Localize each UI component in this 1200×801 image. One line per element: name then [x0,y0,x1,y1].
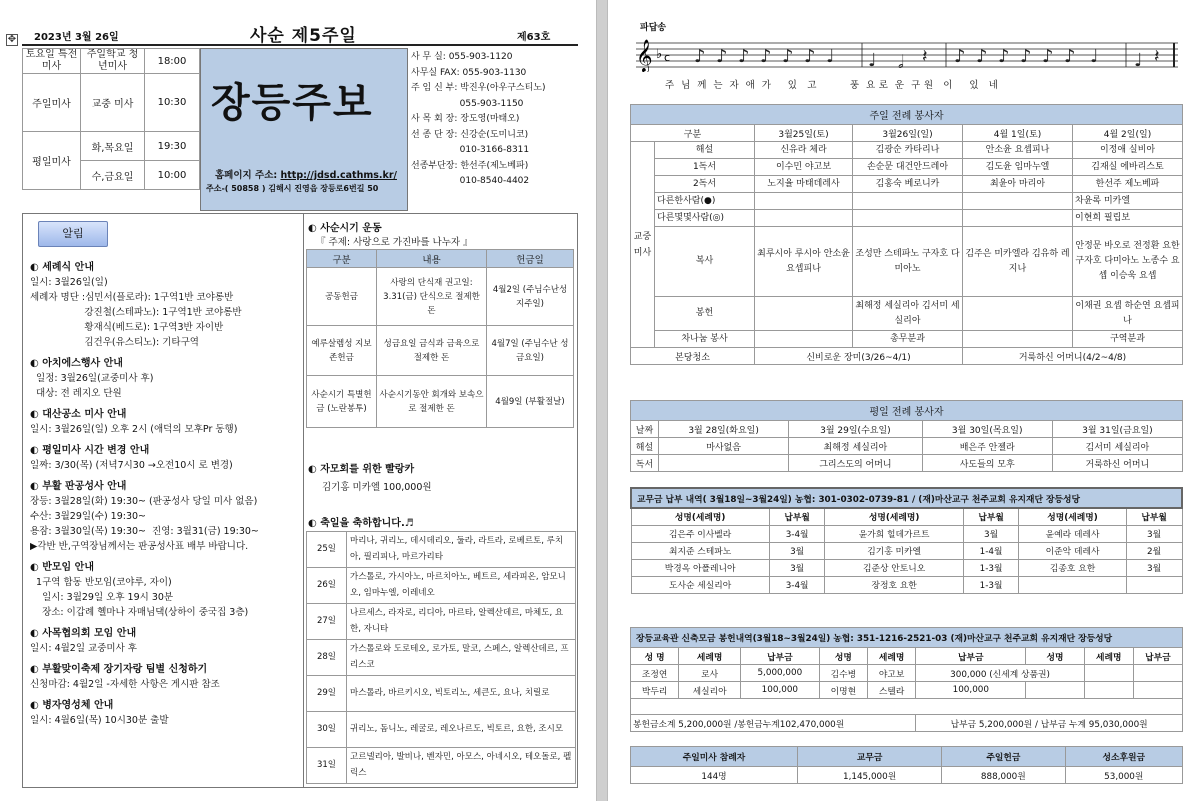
feast-names: 마리나, 귀리노, 데시데리오, 둘라, 라트라, 로베르토, 루치아, 필리피나, 마르가리타 [347,532,576,568]
weekday-servers-title: 평일 전례 봉사자 [631,401,1183,421]
building-cell [1133,665,1182,682]
announcement [30,698,300,728]
dues-cell [1126,576,1182,593]
homepage-link[interactable]: http://jdsd.cathms.kr/ [280,170,397,181]
lent-header: 헌금일 [487,250,574,268]
building-cell: 100,000 [740,682,819,699]
mass-group: 주일학교 청년미사 [81,49,145,74]
feast-date: 26일 [307,568,347,604]
building-header: 세례명 [867,648,915,665]
sunday-cell: 이정애 실비아 [1073,142,1183,159]
sunday-servers-title: 주일 전례 봉사자 [631,105,1183,125]
svg-text:♪: ♪ [954,46,966,67]
mass-group: 수,금요일 [81,161,145,190]
homepage: 홈페이지 주소: http://jdsd.cathms.kr/ [215,170,397,181]
sunday-cell: 최해정 세실리아 김서미 세실리아 [853,297,963,331]
announcement [30,626,300,656]
sunday-header: 4월 2일(일) [1073,125,1183,142]
contact-line: 010-8540-4402 [411,176,530,186]
sunday-cell: 김광순 카타리나 [853,142,963,159]
sunday-cell [755,331,853,348]
announcement-title: ◐ 평일미사 시간 변경 안내 [30,445,150,456]
music-staff [636,38,1178,72]
announcement-line: 세례자 명단 :심민서(플로라): 1구역1반 코야롱반 [30,292,234,303]
mass-name: 평일미사 [23,132,81,190]
totals-header: 주일헌금 [942,747,1065,767]
dues-cell: 이준악 데레사 [1019,542,1126,559]
lent-cell: 예루살렘성 지보존헌금 [307,326,377,376]
announcement-line: 장등: 3월28일(화) 19:30~ (판공성사 당일 미사 없음) [30,496,258,507]
sunday-cell: 김재실 에바리스토 [1073,159,1183,176]
svg-text:♩: ♩ [826,46,835,67]
building-cell: 조정연 [631,665,679,682]
sunday-cell: 노지율 마태데레사 [755,176,853,193]
totals-header: 성소후원금 [1065,747,1182,767]
building-header: 성명 [819,648,867,665]
announcement-title: ◐ 아치에스행사 안내 [30,358,123,369]
dues-cell: 3월 [1126,559,1182,576]
lent-cell: 성금요일 금식과 금육으로 절제한 돈 [377,326,487,376]
building-title: 장등교육관 신축모금 봉헌내역(3월18~3월24일) 농협: 351-1216-2521-03 (재)마산교구 천주교회 유지재단 장등성당 [631,628,1183,648]
weekday-header: 3월 29일(수요일) [789,421,922,438]
weekday-cell: 마사없음 [659,438,789,455]
sunday-cell: 김도윤 임마누엘 [963,159,1073,176]
announcement [30,443,300,473]
announcement-line: 일시: 3월29일 오후 19시 30분 [30,592,174,603]
dues-cell: 1-4월 [963,542,1019,559]
mass-name: 주일미사 [23,74,81,132]
sunday-cell [963,193,1073,210]
building-cell: 이명현 [819,682,867,699]
sunday-cell: 김홍숙 베로니카 [853,176,963,193]
svg-text:♪: ♪ [1020,46,1032,67]
svg-text:♪: ♪ [1064,46,1076,67]
svg-text:𝄽: 𝄽 [922,46,928,67]
contact-line: 사 무 실: 055-903-1120 [411,52,513,62]
page-title: 사순 제5주일 [250,26,357,46]
time-signature: c [664,51,671,64]
sunday-cell: 안소윤 요셉피나 [963,142,1073,159]
sunday-cell: 손순문 대건안드레아 [853,159,963,176]
dues-header: 성명(세례명) [1019,508,1126,525]
sunday-cell: 이수민 야고보 [755,159,853,176]
dues-cell: 최지준 스테파노 [631,542,769,559]
sunday-cell: 조성만 스테파노 구자호 다미아노 [853,227,963,297]
building-cell [1084,665,1133,682]
bulletin-date: 2023년 3월 26일 [34,32,119,43]
lent-header: 구분 [307,250,377,268]
building-header: 납부금 [1133,648,1182,665]
notes [694,46,1160,72]
sunday-row [631,159,1183,176]
totals-header: 주일미사 참례자 [631,747,798,767]
mass-group: 교중 미사 [81,74,145,132]
announcement-title: ◐ 대산공소 미사 안내 [30,409,127,420]
sunday-side-label: 교중미사 [631,142,655,348]
lent-cell: 4월9일 (부활절날) [487,376,574,428]
building-empty-row [631,699,1183,715]
sunday-cell [755,210,853,227]
announcement-line: 일짜: 3/30(목) (저녁7시30 →오전10시 로 변경) [30,460,233,471]
weekday-cell: 배은주 안젤라 [922,438,1052,455]
building-header: 납부금 [916,648,1026,665]
announcement-line: 일시: 4월2일 교중미사 후 [30,643,137,654]
building-header: 세례명 [679,648,741,665]
feast-names: 귀리노, 돔니노, 레굴로, 레오나르도, 빅토르, 요한, 조시모 [347,712,576,748]
feast-row [307,676,576,712]
dues-cell: 3-4월 [769,525,825,542]
church-address: 주소-( 50858 ) 김해시 진영읍 장등로6번길 50 [206,184,379,193]
lent-cell: 4월2일 (주님수난성지주일) [487,268,574,326]
feast-date: 29일 [307,676,347,712]
building-fund-table [630,627,1183,732]
announcement-line: 일정: 3월26일(교중미사 후) [30,373,154,384]
dues-cell: 3월 [963,525,1019,542]
sunday-role: 본당청소 [631,348,755,365]
announcement-line: 수산: 3월29일(수) 19:30~ [30,511,147,522]
dues-cell: 1-3월 [963,576,1019,593]
contact-line: 사무실 FAX: 055-903-1130 [411,67,527,78]
building-summary: 봉헌금소계 5,200,000원 /봉헌금누계102,470,000원 [631,715,916,732]
sunday-cell: 김주은 미카엘라 김유하 레지나 [963,227,1073,297]
sunday-row [631,348,1183,365]
totals-value: 888,000원 [942,767,1065,784]
sunday-cell: 한선주 제노베파 [1073,176,1183,193]
svg-text:♪: ♪ [804,46,816,67]
announcement-title: ◐ 세례식 안내 [30,262,94,273]
dues-cell: 윤가희 힐데가르트 [825,525,963,542]
weekday-cell: 최해정 세실리아 [789,438,922,455]
contact-line: 선 종 단 장: 신강순(도미니코) [411,129,529,140]
building-summary: 납부금 5,200,000원 / 납부금 누계 95,030,000원 [916,715,1183,732]
contact-line: 주 임 신 부: 박진우(아우구스티노) [411,83,546,93]
dues-cell: 윤예라 데레사 [1019,525,1126,542]
building-header: 성 명 [631,648,679,665]
lent-theme: 『 주제: 사랑으로 가진바를 나누자 』 [316,237,473,248]
totals-header: 교무금 [798,747,942,767]
lent-cell: 4월7일 (주님수난 성금요일) [487,326,574,376]
sunday-role: 봉헌 [655,297,755,331]
announcement [30,479,300,554]
totals-value: 1,145,000원 [798,767,942,784]
dues-cell: 2월 [1126,542,1182,559]
feast-row [307,640,576,676]
svg-text:♪: ♪ [716,46,728,67]
building-cell: 김수병 [819,665,867,682]
mass-group: 화,목요일 [81,132,145,161]
lent-header: 내용 [377,250,487,268]
sunday-cell: 신유라 체라 [755,142,853,159]
announcement-line: 일시: 3월26일(일) 오후 2시 (애덕의 모후Pr 동행) [30,424,238,435]
weekday-cell: 사도들의 모후 [922,455,1052,472]
move-handle-icon[interactable]: ✥ [7,34,17,45]
building-header: 납부금 [740,648,819,665]
sunday-cell: 차윤록 미카엘 [1073,193,1183,210]
svg-text:𝄽: 𝄽 [1154,46,1160,67]
feast-date: 25일 [307,532,347,568]
building-cell: 로사 [679,665,741,682]
dues-cell [1019,576,1126,593]
contact-list [411,50,581,190]
feast-date: 30일 [307,712,347,748]
dues-title: 교무금 납부 내역( 3월18일~3월24일) 농협: 301-0302-0739-81 / (재)마산교구 천주교회 유지재단 장등성당 [631,488,1182,508]
feast-names: 가스톨로, 가시아노, 마르치아노, 베트르, 세라피온, 암모니오, 임마누엘, 이레네오 [347,568,576,604]
weekday-header: 3월 31일(금요일) [1052,421,1182,438]
announcement-title: ◐ 사목협의회 모임 안내 [30,628,137,639]
announcement [30,356,300,401]
dues-cell: 3월 [1126,525,1182,542]
announcements [30,260,300,734]
announcement-line: 일시: 3월26일(일) [30,277,108,288]
sunday-row [631,331,1183,348]
dues-cell: 김은주 이사벨라 [631,525,769,542]
dues-cell: 3-4월 [769,576,825,593]
announcement-title: ◐ 부활 판공성사 안내 [30,481,127,492]
notice-button[interactable]: 알림 [38,221,108,247]
announcement [30,407,300,437]
weekday-servers-table [630,400,1183,472]
announcement-title: ◐ 반모임 안내 [30,562,94,573]
building-cell: 100,000 [916,682,1026,699]
dues-header: 납부월 [769,508,825,525]
sunday-row [631,193,1183,210]
svg-text:♪: ♪ [738,46,750,67]
dues-cell: 김기홍 미카엘 [825,542,963,559]
dues-row [631,542,1182,559]
bulletin-name: 장등주보 [211,80,374,126]
sunday-cell: 최루시아 루시아 안소윤 요셉피나 [755,227,853,297]
announcement-line: 장소: 이갑례 헬마나 자매님댁(상하이 중국집 3층) [30,607,249,618]
sunday-cell: 구역분과 [1073,331,1183,348]
header-divider [22,44,578,46]
weekday-cell: 거룩하신 어머니 [1052,455,1182,472]
flat-icon: ♭ [656,47,663,62]
brand-box [200,48,408,211]
sunday-cell: 이현희 필립보 [1073,210,1183,227]
dues-row [631,525,1182,542]
weekday-row [631,455,1183,472]
mass-time: 18:00 [145,49,200,74]
weekday-cell: 김서미 세실리아 [1052,438,1182,455]
sunday-role: 2독서 [655,176,755,193]
sunday-role: 차나눔 봉사 [655,331,755,348]
dues-row [631,559,1182,576]
feast-date: 28일 [307,640,347,676]
dues-header: 성명(세례명) [825,508,963,525]
building-cell: 300,000 (신세계 상품권) [916,665,1085,682]
svg-text:♩: ♩ [1090,46,1099,67]
sunday-cell [963,297,1073,331]
sunday-header: 3월26일(일) [853,125,963,142]
sunday-row [631,210,1183,227]
sunday-row [631,227,1183,297]
building-header: 성명 [1026,648,1084,665]
dues-row [631,576,1182,593]
building-header: 세례명 [1084,648,1133,665]
sunday-row [631,297,1183,331]
treble-clef-icon: 𝄞 [636,39,653,72]
mother-title: ◐ 자모회를 위한 빨랑카 [308,464,415,475]
feast-names: 고르넬리아, 발비나, 벤자민, 아모스, 아네시오, 테오돌로, 펠릭스 [347,748,576,784]
sunday-header: 4월 1일(토) [963,125,1073,142]
weekday-cell: 독서 [631,455,659,472]
sunday-role: 다른한사람(●) [655,193,755,210]
sunday-cell: 총무분과 [853,331,963,348]
feast-names: 마스톨라, 바르키시오, 빅토리노, 세큰도, 요나, 치릴로 [347,676,576,712]
announcement [30,260,300,350]
issue-number: 제63호 [517,32,551,43]
sunday-cell: 거룩하신 어머니(4/2~4/8) [963,348,1183,365]
sunday-row [631,142,1183,159]
building-row [631,682,1183,699]
sunday-cell: 이채권 요셉 하순연 요셉피나 [1073,297,1183,331]
lent-cell: 사랑의 단식재 권고일: 3.31(금) 단식으로 절제한 돈 [377,268,487,326]
sunday-cell: 안정문 바오로 전정환 요한 구자호 다미아노 노종수 요셉 이승욱 요셉 [1073,227,1183,297]
contact-line: 선종부단장: 한선주(제노베파) [411,160,529,171]
feast-title: ◐ 축일을 축하합니다.♬ [308,518,414,529]
hymn-lyrics: 주 님 께 는 자 애 가 있 고 풍 요 로 운 구 원 이 있 네 [665,80,999,91]
svg-text:♪: ♪ [760,46,772,67]
announcement [30,560,300,620]
feast-row [307,748,576,784]
weekday-cell: 해설 [631,438,659,455]
building-cell: 5,000,000 [740,665,819,682]
building-summary-row [631,715,1183,732]
totals-value: 53,000원 [1065,767,1182,784]
feast-row [307,712,576,748]
weekday-cell: 그리스도의 어머니 [789,455,922,472]
feast-names: 나르세스, 라자로, 리디아, 마르타, 알렉산데르, 마체도, 요한, 자니타 [347,604,576,640]
dues-cell: 도사순 세실리아 [631,576,769,593]
sunday-cell [853,193,963,210]
building-cell [1084,682,1133,699]
announcement-line: 강진철(스테파노): 1구역1반 코야롱반 [30,307,242,318]
announcement-line: 황재식(베드로): 1구역3반 자이반 [30,322,224,333]
lent-title: ◐ 사순시기 운동 [308,223,382,234]
sunday-role: 복사 [655,227,755,297]
dues-header: 성명(세례명) [631,508,769,525]
mass-name: 토요일 특전미사 [23,49,81,74]
svg-text:♩: ♩ [868,50,877,71]
mass-time: 10:30 [145,74,200,132]
sunday-header: 3월25일(토) [755,125,853,142]
dues-cell: 3월 [769,559,825,576]
dues-header: 납부월 [1126,508,1182,525]
lent-table [306,249,574,428]
announcement-line: 김건우(유스티노): 기타구역 [30,337,199,348]
feast-date: 27일 [307,604,347,640]
svg-text:♪: ♪ [976,46,988,67]
weekday-row [631,438,1183,455]
dues-table [630,487,1183,594]
page-gutter [596,0,608,801]
totals-value: 144명 [631,767,798,784]
contact-line: 사 목 회 장: 장도영(마태오) [411,114,520,124]
totals-table [630,746,1183,784]
svg-text:♪: ♪ [694,46,706,67]
dues-cell: 장정호 요한 [825,576,963,593]
dues-header: 납부월 [963,508,1019,525]
mother-line: 김기홍 미카엘 100,000원 [322,482,432,493]
sunday-row [631,176,1183,193]
announcement-line: 대상: 전 레지오 단원 [30,388,122,399]
sunday-cell [853,210,963,227]
feast-names: 가스톨로와 도로테오, 로가토, 말코, 스페스, 알렉산데르, 프리스코 [347,640,576,676]
svg-text:♪: ♪ [998,46,1010,67]
svg-text:𝅗𝅥: 𝅗𝅥 [898,52,904,72]
sunday-role: 다른몇몇사람(◎) [655,210,755,227]
dues-cell: 김종호 요한 [1019,559,1126,576]
dues-cell: 3월 [769,542,825,559]
feast-row [307,568,576,604]
building-cell: 박두리 [631,682,679,699]
building-cell: 세실리아 [679,682,741,699]
lent-cell: 공동헌금 [307,268,377,326]
mass-times-table [22,48,200,190]
announcement-title: ◐ 병자영성체 안내 [30,700,114,711]
svg-text:♩: ♩ [1134,50,1143,71]
sunday-cell [755,193,853,210]
sunday-role: 해설 [655,142,755,159]
sunday-servers-table [630,104,1183,365]
feast-table [306,531,576,784]
sunday-cell: 최윤아 마리아 [963,176,1073,193]
contact-line: 055-903-1150 [411,98,524,109]
announcement [30,662,300,692]
dues-cell: 1-3월 [963,559,1019,576]
sunday-cell [755,297,853,331]
lent-cell: 사순시기 특별헌금 (노란봉투) [307,376,377,428]
mass-time: 10:00 [145,161,200,190]
svg-text:♪: ♪ [1042,46,1054,67]
announcement-line: 용잠: 3월30일(목) 19:30~ 진영: 3월31(금) 19:30~ [30,526,259,537]
announcement-line: 1구역 합동 반모임(코야루, 자이) [30,577,172,588]
announcement-title: ◐ 부활맞이축제 장기자랑 팀별 신청하기 [30,664,208,675]
announcement-line: ▶각반 반,구역장님께서는 판공성사표 배부 바랍니다. [30,541,249,552]
building-cell [1026,682,1084,699]
sunday-cell [963,331,1073,348]
weekday-cell [659,455,789,472]
mass-time: 19:30 [145,132,200,161]
weekday-header: 3월 30일(목요일) [922,421,1052,438]
feast-row [307,532,576,568]
column-divider [303,213,304,788]
building-cell [1133,682,1182,699]
announcement-line: 일시: 4월6일(목) 10시30분 출발 [30,715,169,726]
sunday-cell [963,210,1073,227]
feast-date: 31일 [307,748,347,784]
announcement-line: 신청마감: 4월2일 -자세한 사항은 게시판 참조 [30,679,220,690]
feast-row [307,604,576,640]
building-cell: 야고보 [867,665,915,682]
lent-cell: 사순시기동안 회개와 보속으로 절제한 돈 [377,376,487,428]
weekday-header: 3월 28일(화요일) [659,421,789,438]
dues-cell: 김준상 안토니오 [825,559,963,576]
hymn-label: 파답송 [640,23,667,33]
building-cell: 스텔라 [867,682,915,699]
building-row [631,665,1183,682]
sunday-cell: 신비로운 장미(3/26~4/1) [755,348,963,365]
contact-line: 010-3166-8311 [411,145,530,155]
dues-cell: 박경옥 아폴레니아 [631,559,769,576]
svg-text:♪: ♪ [782,46,794,67]
sunday-role: 1독서 [655,159,755,176]
sunday-header: 구분 [631,125,755,142]
weekday-header: 날짜 [631,421,659,438]
